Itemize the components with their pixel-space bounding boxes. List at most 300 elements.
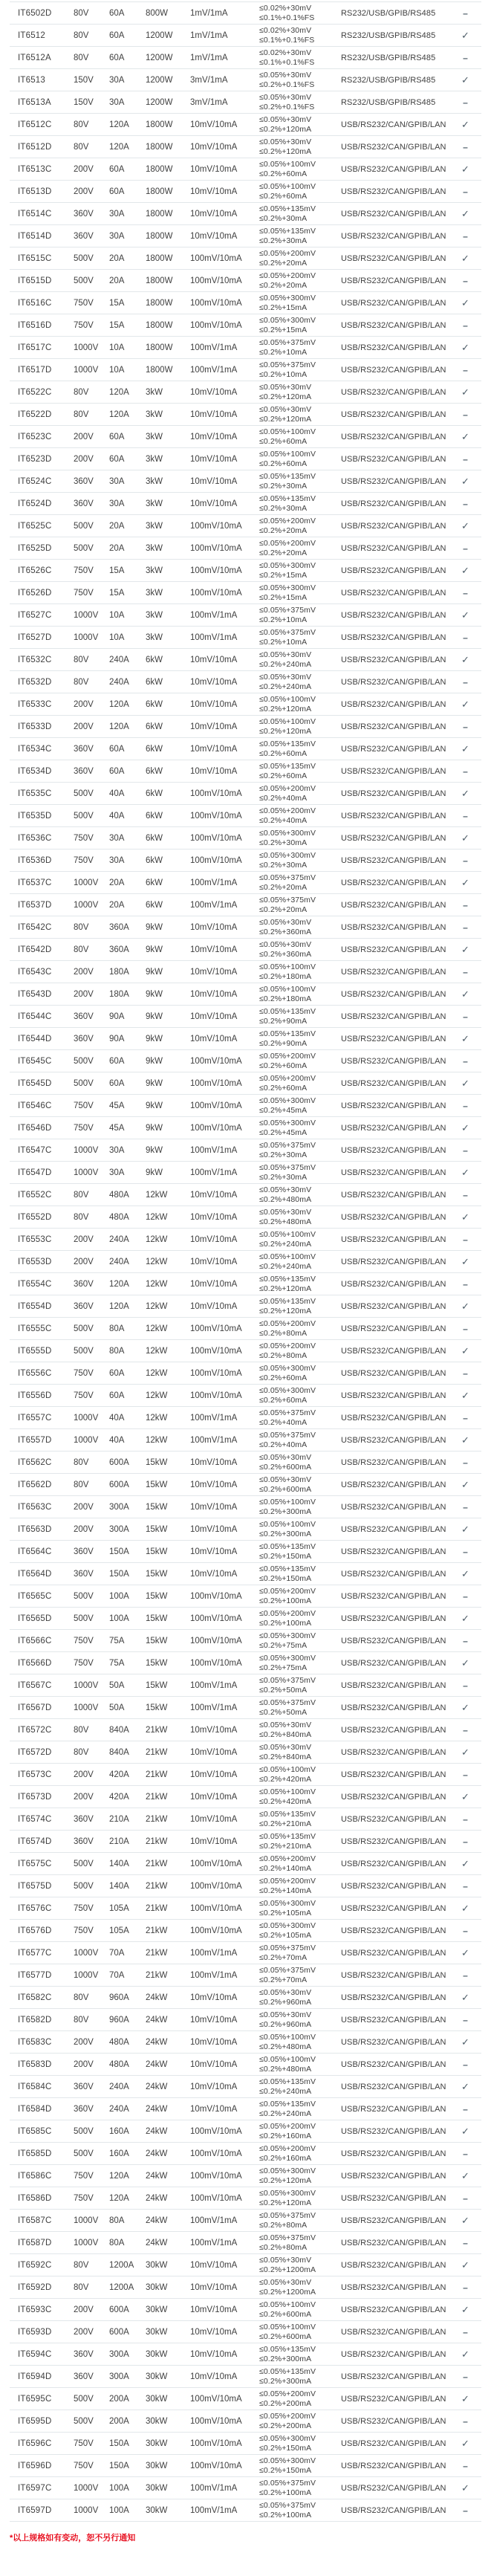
- voltage-cell: 500V: [74, 1340, 109, 1362]
- model-cell: IT6597D: [10, 2499, 74, 2522]
- power-cell: 30kW: [146, 2343, 190, 2366]
- model-cell: IT6534D: [10, 760, 74, 783]
- accuracy-current-line: ≤0.2%+30mA: [259, 838, 308, 847]
- check-icon: ✓: [461, 1523, 469, 1535]
- accuracy-current-line: ≤0.2%+15mA: [259, 325, 308, 334]
- power-cell: 9kW: [146, 939, 190, 961]
- voltage-cell: 750V: [74, 560, 109, 582]
- power-cell: 15kW: [146, 1674, 190, 1697]
- table-row: [10, 1786, 481, 1808]
- dash-icon: –: [463, 320, 468, 331]
- interfaces-cell: USB/RS232/CAN/GPIB/LAN: [341, 671, 449, 693]
- table-row: [10, 1697, 481, 1719]
- interfaces-cell: USB/RS232/CAN/GPIB/LAN: [341, 2366, 449, 2388]
- resolution-cell: 100mV/1mA: [190, 2499, 259, 2522]
- model-cell: IT6585D: [10, 2143, 74, 2165]
- interfaces-cell: USB/RS232/CAN/GPIB/LAN: [341, 1741, 449, 1764]
- table-row: [10, 225, 481, 247]
- accuracy-cell: [259, 1340, 341, 1362]
- power-cell: 24kW: [146, 2054, 190, 2076]
- current-cell: 40A: [109, 805, 146, 827]
- availability-cell: [449, 1385, 481, 1407]
- accuracy-cell: [259, 1162, 341, 1184]
- model-cell: IT6567D: [10, 1697, 74, 1719]
- accuracy-cell: [259, 2410, 341, 2433]
- interfaces-cell: USB/RS232/CAN/GPIB/LAN: [341, 2098, 449, 2120]
- voltage-cell: 360V: [74, 1808, 109, 1831]
- voltage-cell: 500V: [74, 1853, 109, 1875]
- accuracy-voltage-line: ≤0.05%+200mV: [259, 1608, 316, 1618]
- accuracy-voltage-line: ≤0.05%+30mV: [259, 2277, 312, 2287]
- availability-cell: [449, 1474, 481, 1496]
- dash-icon: –: [463, 543, 468, 554]
- interfaces-cell: USB/RS232/CAN/GPIB/LAN: [341, 1496, 449, 1518]
- dash-icon: –: [463, 498, 468, 509]
- current-cell: 480A: [109, 2031, 146, 2054]
- interfaces-cell: USB/RS232/CAN/GPIB/LAN: [341, 1362, 449, 1385]
- model-cell: IT6592D: [10, 2276, 74, 2299]
- model-cell: IT6525C: [10, 515, 74, 537]
- model-cell: IT6595D: [10, 2410, 74, 2433]
- accuracy-voltage-line: ≤0.05%+300mV: [259, 293, 316, 302]
- accuracy-cell: [259, 716, 341, 738]
- dash-icon: –: [463, 1680, 468, 1691]
- power-cell: 15kW: [146, 1474, 190, 1496]
- voltage-cell: 200V: [74, 1764, 109, 1786]
- model-cell: IT6557C: [10, 1407, 74, 1429]
- voltage-cell: 750V: [74, 2433, 109, 2455]
- check-icon: ✓: [461, 1991, 469, 2003]
- power-cell: 24kW: [146, 2120, 190, 2143]
- table-row: [10, 404, 481, 426]
- voltage-cell: 750V: [74, 1897, 109, 1920]
- dash-icon: –: [463, 721, 468, 732]
- accuracy-voltage-line: ≤0.05%+200mV: [259, 1876, 316, 1886]
- table-row: [10, 1652, 481, 1674]
- accuracy-current-line: ≤0.2%+80mA: [259, 2220, 308, 2230]
- check-icon: ✓: [461, 1857, 469, 1869]
- accuracy-cell: [259, 1385, 341, 1407]
- model-cell: IT6536D: [10, 850, 74, 872]
- accuracy-current-line: ≤0.2%+60mA: [259, 1083, 308, 1093]
- model-cell: IT6523C: [10, 426, 74, 448]
- table-row: [10, 2433, 481, 2455]
- accuracy-cell: [259, 2366, 341, 2388]
- power-cell: 30kW: [146, 2455, 190, 2477]
- power-cell: 9kW: [146, 1072, 190, 1095]
- model-cell: IT6545C: [10, 1050, 74, 1072]
- accuracy-cell: [259, 448, 341, 470]
- accuracy-cell: [259, 91, 341, 114]
- accuracy-voltage-line: ≤0.05%+135mV: [259, 2077, 316, 2086]
- table-row: [10, 1964, 481, 1987]
- availability-cell: [449, 181, 481, 203]
- interfaces-cell: USB/RS232/CAN/GPIB/LAN: [341, 2276, 449, 2299]
- availability-cell: [449, 225, 481, 247]
- resolution-cell: 10mV/10mA: [190, 2254, 259, 2276]
- table-row: [10, 1719, 481, 1741]
- accuracy-voltage-line: ≤0.05%+100mV: [259, 2032, 316, 2042]
- accuracy-current-line: ≤0.2%+80mA: [259, 1328, 308, 1338]
- model-cell: IT6543D: [10, 983, 74, 1006]
- availability-cell: [449, 2187, 481, 2210]
- current-cell: 20A: [109, 894, 146, 916]
- model-cell: IT6534C: [10, 738, 74, 760]
- voltage-cell: 500V: [74, 1875, 109, 1897]
- current-cell: 180A: [109, 983, 146, 1006]
- accuracy-current-line: ≤0.2%+120mA: [259, 1306, 312, 1315]
- accuracy-cell: [259, 2455, 341, 2477]
- interfaces-cell: USB/RS232/CAN/GPIB/LAN: [341, 1786, 449, 1808]
- resolution-cell: 10mV/10mA: [190, 1563, 259, 1585]
- power-cell: 9kW: [146, 961, 190, 983]
- power-cell: 6kW: [146, 760, 190, 783]
- current-cell: 45A: [109, 1117, 146, 1139]
- accuracy-voltage-line: ≤0.05%+375mV: [259, 360, 316, 369]
- resolution-cell: 100mV/10mA: [190, 582, 259, 604]
- voltage-cell: 200V: [74, 983, 109, 1006]
- accuracy-current-line: ≤0.2%+480mA: [259, 1217, 312, 1226]
- check-icon: ✓: [461, 1255, 469, 1267]
- current-cell: 60A: [109, 1050, 146, 1072]
- current-cell: 1200A: [109, 2254, 146, 2276]
- resolution-cell: 10mV/10mA: [190, 404, 259, 426]
- accuracy-cell: [259, 114, 341, 136]
- power-cell: 30kW: [146, 2254, 190, 2276]
- accuracy-current-line: ≤0.2%+240mA: [259, 659, 312, 669]
- check-icon: ✓: [461, 2482, 469, 2494]
- current-cell: 180A: [109, 961, 146, 983]
- accuracy-cell: [259, 25, 341, 47]
- resolution-cell: 10mV/10mA: [190, 2343, 259, 2366]
- accuracy-voltage-line: ≤0.05%+30mV: [259, 1185, 312, 1194]
- table-row: [10, 1162, 481, 1184]
- voltage-cell: 500V: [74, 270, 109, 292]
- model-cell: IT6554D: [10, 1295, 74, 1318]
- table-row: [10, 359, 481, 381]
- spec-table-body: [10, 2, 481, 2522]
- model-cell: IT6572D: [10, 1741, 74, 1764]
- accuracy-cell: [259, 738, 341, 760]
- accuracy-cell: [259, 1072, 341, 1095]
- model-cell: IT6594C: [10, 2343, 74, 2366]
- interfaces-cell: USB/RS232/CAN/GPIB/LAN: [341, 203, 449, 225]
- power-cell: 3kW: [146, 560, 190, 582]
- resolution-cell: 100mV/1mA: [190, 627, 259, 649]
- interfaces-cell: USB/RS232/CAN/GPIB/LAN: [341, 604, 449, 627]
- current-cell: 120A: [109, 114, 146, 136]
- accuracy-current-line: ≤0.2%+180mA: [259, 971, 312, 981]
- dash-icon: –: [463, 1368, 468, 1379]
- accuracy-current-line: ≤0.2%+420mA: [259, 1774, 312, 1784]
- table-row: [10, 671, 481, 693]
- model-cell: IT6567C: [10, 1674, 74, 1697]
- availability-cell: [449, 292, 481, 314]
- check-icon: ✓: [461, 653, 469, 665]
- power-cell: 21kW: [146, 1808, 190, 1831]
- voltage-cell: 500V: [74, 247, 109, 270]
- resolution-cell: 100mV/10mA: [190, 805, 259, 827]
- table-row: [10, 537, 481, 560]
- accuracy-current-line: ≤0.2%+120mA: [259, 704, 312, 713]
- voltage-cell: 500V: [74, 515, 109, 537]
- dash-icon: –: [463, 2059, 468, 2070]
- model-cell: IT6514D: [10, 225, 74, 247]
- voltage-cell: 500V: [74, 783, 109, 805]
- dash-icon: –: [463, 1145, 468, 1156]
- resolution-cell: 3mV/1mA: [190, 69, 259, 91]
- power-cell: 9kW: [146, 1117, 190, 1139]
- accuracy-voltage-line: ≤0.05%+100mV: [259, 2300, 316, 2309]
- current-cell: 30A: [109, 470, 146, 493]
- interfaces-cell: USB/RS232/CAN/GPIB/LAN: [341, 1117, 449, 1139]
- voltage-cell: 750V: [74, 1920, 109, 1942]
- accuracy-current-line: ≤0.2%+60mA: [259, 1373, 308, 1382]
- table-row: [10, 1875, 481, 1897]
- accuracy-current-line: ≤0.2%+1200mA: [259, 2287, 316, 2297]
- voltage-cell: 200V: [74, 181, 109, 203]
- power-cell: 3kW: [146, 604, 190, 627]
- resolution-cell: 10mV/10mA: [190, 1028, 259, 1050]
- power-cell: 6kW: [146, 693, 190, 716]
- power-cell: 1200W: [146, 69, 190, 91]
- dash-icon: –: [463, 52, 468, 63]
- voltage-cell: 80V: [74, 2254, 109, 2276]
- interfaces-cell: USB/RS232/CAN/GPIB/LAN: [341, 1318, 449, 1340]
- voltage-cell: 500V: [74, 2410, 109, 2433]
- voltage-cell: 360V: [74, 1563, 109, 1585]
- current-cell: 120A: [109, 1273, 146, 1295]
- current-cell: 70A: [109, 1942, 146, 1964]
- accuracy-voltage-line: ≤0.05%+135mV: [259, 204, 316, 213]
- table-row: [10, 1139, 481, 1162]
- interfaces-cell: USB/RS232/CAN/GPIB/LAN: [341, 2210, 449, 2232]
- current-cell: 120A: [109, 2187, 146, 2210]
- interfaces-cell: USB/RS232/CAN/GPIB/LAN: [341, 983, 449, 1006]
- accuracy-current-line: ≤0.2%+40mA: [259, 1417, 308, 1427]
- model-cell: IT6556D: [10, 1385, 74, 1407]
- accuracy-voltage-line: ≤0.05%+100mV: [259, 1497, 316, 1507]
- model-cell: IT6574C: [10, 1808, 74, 1831]
- accuracy-voltage-line: ≤0.05%+200mV: [259, 1051, 316, 1061]
- current-cell: 15A: [109, 560, 146, 582]
- accuracy-cell: [259, 1608, 341, 1630]
- accuracy-cell: [259, 69, 341, 91]
- resolution-cell: 1mV/1mA: [190, 25, 259, 47]
- accuracy-cell: [259, 1875, 341, 1897]
- voltage-cell: 1000V: [74, 2499, 109, 2522]
- accuracy-voltage-line: ≤0.05%+375mV: [259, 2233, 316, 2242]
- model-cell: IT6552C: [10, 1184, 74, 1206]
- dash-icon: –: [463, 2103, 468, 2114]
- resolution-cell: 10mV/10mA: [190, 158, 259, 181]
- accuracy-cell: [259, 1697, 341, 1719]
- voltage-cell: 200V: [74, 2031, 109, 2054]
- accuracy-current-line: ≤0.2%+200mA: [259, 2421, 312, 2430]
- dash-icon: –: [463, 766, 468, 777]
- model-cell: IT6512D: [10, 136, 74, 158]
- interfaces-cell: RS232/USB/GPIB/RS485: [341, 2, 449, 25]
- power-cell: 3kW: [146, 426, 190, 448]
- accuracy-voltage-line: ≤0.05%+375mV: [259, 895, 316, 904]
- accuracy-current-line: ≤0.2%+1200mA: [259, 2265, 316, 2274]
- current-cell: 960A: [109, 2009, 146, 2031]
- table-row: [10, 2120, 481, 2143]
- model-cell: IT6572C: [10, 1719, 74, 1741]
- model-cell: IT6522D: [10, 404, 74, 426]
- voltage-cell: 750V: [74, 1630, 109, 1652]
- availability-cell: [449, 1697, 481, 1719]
- voltage-cell: 500V: [74, 1050, 109, 1072]
- accuracy-current-line: ≤0.2%+480mA: [259, 2064, 312, 2074]
- table-row: [10, 1028, 481, 1050]
- availability-cell: [449, 1764, 481, 1786]
- resolution-cell: 10mV/10mA: [190, 2366, 259, 2388]
- voltage-cell: 80V: [74, 1452, 109, 1474]
- power-cell: 9kW: [146, 1028, 190, 1050]
- voltage-cell: 80V: [74, 114, 109, 136]
- accuracy-current-line: ≤0.2%+105mA: [259, 1908, 312, 1918]
- dash-icon: –: [463, 966, 468, 977]
- accuracy-voltage-line: ≤0.05%+135mV: [259, 471, 316, 481]
- resolution-cell: 10mV/10mA: [190, 136, 259, 158]
- availability-cell: [449, 1942, 481, 1964]
- availability-cell: [449, 25, 481, 47]
- accuracy-voltage-line: ≤0.05%+200mV: [259, 538, 316, 548]
- power-cell: 1800W: [146, 114, 190, 136]
- model-cell: IT6532D: [10, 671, 74, 693]
- accuracy-current-line: ≤0.2%+240mA: [259, 2086, 312, 2096]
- power-cell: 9kW: [146, 1162, 190, 1184]
- model-cell: IT6525D: [10, 537, 74, 560]
- voltage-cell: 1000V: [74, 337, 109, 359]
- current-cell: 30A: [109, 69, 146, 91]
- interfaces-cell: USB/RS232/CAN/GPIB/LAN: [341, 560, 449, 582]
- accuracy-cell: [259, 1184, 341, 1206]
- availability-cell: [449, 1630, 481, 1652]
- voltage-cell: 360V: [74, 738, 109, 760]
- accuracy-cell: [259, 1496, 341, 1518]
- accuracy-cell: [259, 1831, 341, 1853]
- accuracy-current-line: ≤0.2%+100mA: [259, 2510, 312, 2520]
- voltage-cell: 1000V: [74, 1429, 109, 1452]
- availability-cell: [449, 1964, 481, 1987]
- model-cell: IT6575D: [10, 1875, 74, 1897]
- interfaces-cell: USB/RS232/CAN/GPIB/LAN: [341, 1407, 449, 1429]
- accuracy-voltage-line: ≤0.05%+30mV: [259, 114, 312, 124]
- power-cell: 1800W: [146, 225, 190, 247]
- accuracy-cell: [259, 1429, 341, 1452]
- voltage-cell: 200V: [74, 1786, 109, 1808]
- current-cell: 160A: [109, 2120, 146, 2143]
- interfaces-cell: USB/RS232/CAN/GPIB/LAN: [341, 1987, 449, 2009]
- power-cell: 12kW: [146, 1429, 190, 1452]
- interfaces-cell: USB/RS232/CAN/GPIB/LAN: [341, 404, 449, 426]
- resolution-cell: 1mV/1mA: [190, 47, 259, 69]
- accuracy-current-line: ≤0.2%+300mA: [259, 2376, 312, 2386]
- accuracy-voltage-line: ≤0.05%+300mV: [259, 2188, 316, 2198]
- dash-icon: –: [463, 1055, 468, 1067]
- current-cell: 240A: [109, 2098, 146, 2120]
- accuracy-current-line: ≤0.2%+30mA: [259, 1150, 308, 1159]
- model-cell: IT6553C: [10, 1229, 74, 1251]
- resolution-cell: 10mV/10mA: [190, 2321, 259, 2343]
- accuracy-voltage-line: ≤0.05%+200mV: [259, 2121, 316, 2131]
- resolution-cell: 10mV/10mA: [190, 649, 259, 671]
- availability-cell: [449, 805, 481, 827]
- current-cell: 70A: [109, 1964, 146, 1987]
- availability-cell: [449, 1229, 481, 1251]
- check-icon: ✓: [461, 2036, 469, 2048]
- accuracy-current-line: ≤0.2%+300mA: [259, 2354, 312, 2363]
- resolution-cell: 10mV/10mA: [190, 1808, 259, 1831]
- accuracy-voltage-line: ≤0.05%+375mV: [259, 2500, 316, 2510]
- accuracy-voltage-line: ≤0.05%+200mV: [259, 2143, 316, 2153]
- current-cell: 840A: [109, 1719, 146, 1741]
- availability-cell: [449, 604, 481, 627]
- model-cell: IT6583D: [10, 2054, 74, 2076]
- current-cell: 240A: [109, 1251, 146, 1273]
- power-cell: 3kW: [146, 582, 190, 604]
- accuracy-voltage-line: ≤0.05%+300mV: [259, 1920, 316, 1930]
- accuracy-current-line: ≤0.2%+15mA: [259, 302, 308, 312]
- accuracy-voltage-line: ≤0.05%+100mV: [259, 984, 316, 994]
- check-icon: ✓: [461, 1478, 469, 1490]
- model-cell: IT6526C: [10, 560, 74, 582]
- interfaces-cell: USB/RS232/CAN/GPIB/LAN: [341, 136, 449, 158]
- accuracy-current-line: ≤0.2%+60mA: [259, 748, 308, 758]
- accuracy-cell: [259, 1117, 341, 1139]
- check-icon: ✓: [461, 74, 469, 85]
- accuracy-voltage-line: ≤0.05%+300mV: [259, 315, 316, 325]
- accuracy-cell: [259, 1942, 341, 1964]
- model-cell: IT6515D: [10, 270, 74, 292]
- voltage-cell: 200V: [74, 2054, 109, 2076]
- model-cell: IT6585C: [10, 2120, 74, 2143]
- resolution-cell: 10mV/10mA: [190, 2076, 259, 2098]
- accuracy-voltage-line: ≤0.05%+375mV: [259, 1140, 316, 1150]
- check-icon: ✓: [461, 1389, 469, 1401]
- interfaces-cell: USB/RS232/CAN/GPIB/LAN: [341, 292, 449, 314]
- model-cell: IT6547D: [10, 1162, 74, 1184]
- current-cell: 150A: [109, 1563, 146, 1585]
- availability-cell: [449, 560, 481, 582]
- availability-cell: [449, 2276, 481, 2299]
- table-row: [10, 693, 481, 716]
- resolution-cell: 100mV/1mA: [190, 604, 259, 627]
- check-icon: ✓: [461, 1612, 469, 1624]
- interfaces-cell: USB/RS232/CAN/GPIB/LAN: [341, 1831, 449, 1853]
- power-cell: 9kW: [146, 1095, 190, 1117]
- accuracy-cell: [259, 693, 341, 716]
- check-icon: ✓: [461, 2125, 469, 2137]
- resolution-cell: 10mV/10mA: [190, 1541, 259, 1563]
- table-row: [10, 1831, 481, 1853]
- model-cell: IT6524D: [10, 493, 74, 515]
- table-row: [10, 2076, 481, 2098]
- resolution-cell: 10mV/10mA: [190, 916, 259, 939]
- accuracy-voltage-line: ≤0.05%+100mV: [259, 694, 316, 704]
- dash-icon: –: [463, 1590, 468, 1602]
- table-row: [10, 1674, 481, 1697]
- model-cell: IT6515C: [10, 247, 74, 270]
- voltage-cell: 80V: [74, 381, 109, 404]
- dash-icon: –: [463, 1813, 468, 1825]
- check-icon: ✓: [461, 2303, 469, 2315]
- accuracy-current-line: ≤0.2%+60mA: [259, 169, 308, 178]
- voltage-cell: 80V: [74, 47, 109, 69]
- power-cell: 1800W: [146, 292, 190, 314]
